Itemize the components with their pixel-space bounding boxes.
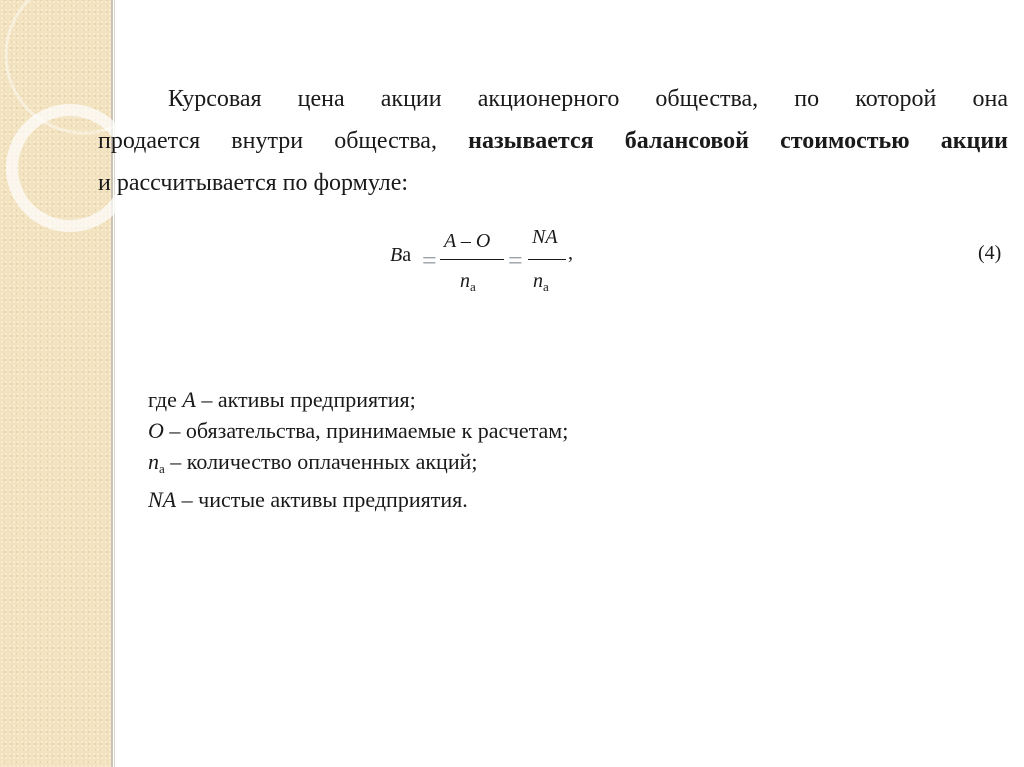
fraction-2-bar [528, 259, 566, 260]
definition-shares-count [148, 446, 568, 484]
definition-shares-var: n [148, 449, 159, 474]
equals-sign-1: = [422, 246, 437, 275]
definition-net-assets-text: – чистые активы предприятия. [181, 487, 468, 512]
formula-lhs-var: В [390, 244, 403, 266]
formula-balance-value [380, 222, 640, 302]
definition-net-assets-var: NA [148, 487, 177, 512]
definition-shares-text: – количество оплаченных акций; [170, 449, 478, 474]
definition-assets-var: А [182, 387, 196, 412]
fraction-2-denominator [533, 270, 549, 295]
term-balance-value: называется балансовой стоимостью акции [468, 128, 1009, 154]
definition-liabilities-var: О [148, 418, 164, 443]
definition-assets [148, 384, 568, 415]
paragraph-line-2 [98, 120, 1008, 162]
paragraph-line-3: и рассчитывается по формуле: [98, 170, 409, 196]
variable-definitions [148, 384, 568, 515]
definition-liabilities-text: – обязательства, принимаемые к расчетам; [169, 418, 569, 443]
equals-sign-2: = [508, 246, 523, 275]
definition-liabilities [148, 415, 568, 446]
fraction-1-den-sub: а [470, 279, 476, 294]
formula-lhs-sub: а [402, 244, 412, 266]
fraction-1-den-var: n [460, 270, 470, 292]
formula-lhs [390, 244, 411, 267]
paragraph-line-2-text: продается внутри общества, [98, 128, 437, 154]
fraction-2-numerator: NA [532, 226, 558, 248]
intro-paragraph [98, 78, 1008, 204]
definition-assets-text: – активы предприятия; [201, 387, 416, 412]
definition-shares-sub: а [159, 461, 165, 476]
fraction-1-denominator [460, 270, 476, 295]
equation-number: (4) [978, 242, 1002, 264]
definition-prefix: где [148, 387, 177, 412]
fraction-1-bar [440, 259, 504, 260]
fraction-2-den-var: n [533, 270, 543, 292]
fraction-1-numerator: A – O [444, 230, 491, 252]
fraction-2-den-sub: а [543, 279, 549, 294]
paragraph-line-1: Курсовая цена акции акционерного общества, по которой она [168, 86, 1008, 112]
definition-net-assets [148, 484, 568, 515]
formula-comma: , [568, 242, 573, 264]
